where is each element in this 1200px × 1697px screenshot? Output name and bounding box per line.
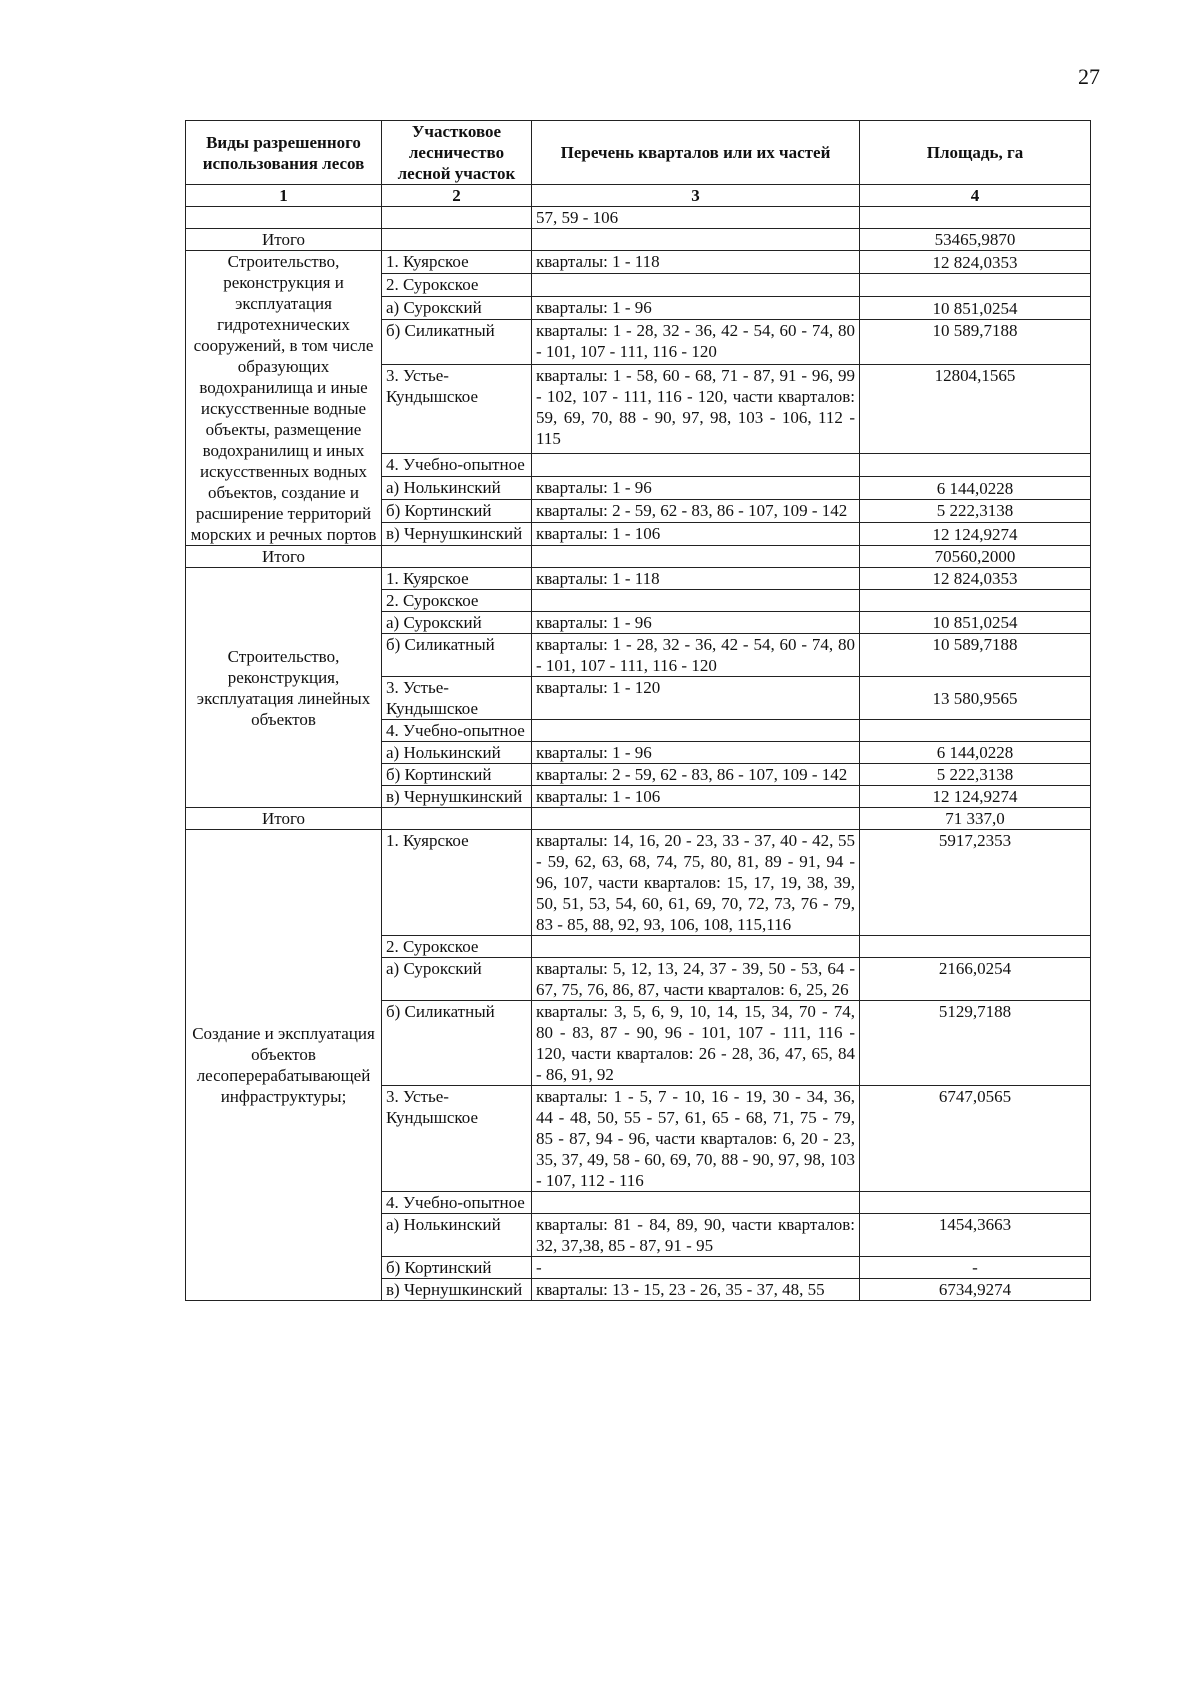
area-cell: 5 222,3138	[860, 499, 1091, 522]
table-row	[186, 568, 1091, 590]
column-number: 2	[382, 185, 532, 207]
quarters-cell: кварталы: 1 - 96	[532, 742, 860, 764]
area-cell: 5129,7188	[860, 1001, 1091, 1086]
header-area: Площадь, га	[860, 121, 1091, 185]
column-number: 1	[186, 185, 382, 207]
quarters-cell: -	[532, 1257, 860, 1279]
forestry-cell: а) Сурокский	[382, 612, 532, 634]
area-cell: -	[860, 1257, 1091, 1279]
quarters-cell: кварталы: 1 - 58, 60 - 68, 71 - 87, 91 - 96, 99 - 102, 107 - 111, 116 - 120, части кварталов: 59, 69, 70, 88 - 90, 97, 98, 103 - 106, 112 - 115	[532, 364, 860, 453]
forestry-cell: 4. Учебно-опытное	[382, 1192, 532, 1214]
total-label: Итого	[186, 808, 382, 830]
column-number-row	[186, 185, 1091, 207]
area-cell	[860, 453, 1091, 476]
area-cell: 13 580,9565	[860, 677, 1091, 720]
total-row	[186, 546, 1091, 568]
quarters-cell: кварталы: 1 - 28, 32 - 36, 42 - 54, 60 - 74, 80 - 101, 107 - 111, 116 - 120	[532, 634, 860, 677]
area-cell: 12 824,0353	[860, 568, 1091, 590]
total-label: Итого	[186, 229, 382, 251]
quarters-cell: кварталы: 1 - 120	[532, 677, 860, 720]
forestry-cell: б) Силикатный	[382, 320, 532, 365]
area-cell: 12 824,0353	[860, 251, 1091, 274]
area-cell: 1454,3663	[860, 1214, 1091, 1257]
forestry-cell: б) Силикатный	[382, 634, 532, 677]
quarters-cell: кварталы: 1 - 96	[532, 297, 860, 320]
quarters-cell	[532, 590, 860, 612]
quarters-cell: кварталы: 1 - 28, 32 - 36, 42 - 54, 60 - 74, 80 - 101, 107 - 111, 116 - 120	[532, 320, 860, 365]
header-row	[186, 121, 1091, 185]
area-cell: 5917,2353	[860, 830, 1091, 936]
quarters-cell: кварталы: 1 - 106	[532, 786, 860, 808]
table-row	[186, 830, 1091, 936]
permitted-use-table	[185, 120, 1091, 1301]
forestry-cell: б) Кортинский	[382, 1257, 532, 1279]
header-use-type: Виды разрешенного использования лесов	[186, 121, 382, 185]
quarters-cell: 57, 59 - 106	[532, 207, 860, 229]
quarters-cell	[532, 936, 860, 958]
area-cell: 6 144,0228	[860, 476, 1091, 499]
forestry-cell: 2. Сурокское	[382, 274, 532, 297]
use-type-cell: Строительство, реконструкция, эксплуатация линейных объектов	[186, 568, 382, 808]
forestry-cell: а) Нолькинский	[382, 1214, 532, 1257]
quarters-cell: кварталы: 81 - 84, 89, 90, части кварталов: 32, 37,38, 85 - 87, 91 - 95	[532, 1214, 860, 1257]
column-number: 3	[532, 185, 860, 207]
forestry-cell: 2. Сурокское	[382, 936, 532, 958]
forestry-cell: в) Чернушкинский	[382, 1279, 532, 1301]
use-type-cell: Создание и эксплуатация объектов лесоперерабатывающей инфраструктуры;	[186, 830, 382, 1301]
quarters-cell	[532, 453, 860, 476]
area-cell: 12 124,9274	[860, 522, 1091, 545]
quarters-cell: кварталы: 13 - 15, 23 - 26, 35 - 37, 48, 55	[532, 1279, 860, 1301]
area-cell: 10 851,0254	[860, 612, 1091, 634]
forestry-cell: 4. Учебно-опытное	[382, 453, 532, 476]
forestry-cell: 1. Куярское	[382, 251, 532, 274]
header-forestry: Участковое лесничество лесной участок	[382, 121, 532, 185]
quarters-cell: кварталы: 5, 12, 13, 24, 37 - 39, 50 - 53, 64 - 67, 75, 76, 86, 87, части кварталов: 6, 25, 26	[532, 958, 860, 1001]
forestry-cell: 3. Устье-Кундышское	[382, 364, 532, 453]
forestry-cell: а) Нолькинский	[382, 476, 532, 499]
forestry-cell: а) Нолькинский	[382, 742, 532, 764]
forestry-cell: 1. Куярское	[382, 568, 532, 590]
area-cell: 10 589,7188	[860, 320, 1091, 365]
forestry-cell: 4. Учебно-опытное	[382, 720, 532, 742]
column-number: 4	[860, 185, 1091, 207]
table-row	[186, 207, 1091, 229]
total-row	[186, 229, 1091, 251]
forestry-cell: а) Сурокский	[382, 297, 532, 320]
forestry-cell: 1. Куярское	[382, 830, 532, 936]
quarters-cell	[532, 720, 860, 742]
total-label: Итого	[186, 546, 382, 568]
quarters-cell: кварталы: 1 - 106	[532, 522, 860, 545]
quarters-cell: кварталы: 1 - 96	[532, 612, 860, 634]
area-cell: 6747,0565	[860, 1086, 1091, 1192]
forestry-cell: 2. Сурокское	[382, 590, 532, 612]
area-cell: 10 851,0254	[860, 297, 1091, 320]
area-cell	[860, 274, 1091, 297]
area-cell: 6 144,0228	[860, 742, 1091, 764]
table-row	[186, 251, 1091, 274]
forestry-cell: б) Кортинский	[382, 499, 532, 522]
quarters-cell: кварталы: 3, 5, 6, 9, 10, 14, 15, 34, 70 - 74, 80 - 83, 87 - 90, 96 - 101, 107 - 111, 116 - 120, части кварталов: 26 - 28, 36, 47, 65, 84 - 86, 91, 92	[532, 1001, 860, 1086]
area-cell	[860, 1192, 1091, 1214]
page-number: 27	[1078, 64, 1100, 89]
area-cell: 12804,1565	[860, 364, 1091, 453]
forestry-cell: в) Чернушкинский	[382, 522, 532, 545]
forestry-cell: а) Сурокский	[382, 958, 532, 1001]
forestry-cell: 3. Устье-Кундышское	[382, 1086, 532, 1192]
quarters-cell: кварталы: 1 - 5, 7 - 10, 16 - 19, 30 - 34, 36, 44 - 48, 50, 55 - 57, 61, 65 - 68, 71, 75 - 79, 85 - 87, 94 - 96, части кварталов: 6, 20 - 23, 35, 37, 49, 58 - 60, 69, 70, 88 - 90, 97, 98, 103 - 107, 112 - 116	[532, 1086, 860, 1192]
quarters-cell	[532, 1192, 860, 1214]
total-area: 53465,9870	[860, 229, 1091, 251]
quarters-cell: кварталы: 1 - 118	[532, 568, 860, 590]
quarters-cell: кварталы: 2 - 59, 62 - 83, 86 - 107, 109 - 142	[532, 764, 860, 786]
area-cell	[860, 936, 1091, 958]
forestry-cell: 3. Устье-Кундышское	[382, 677, 532, 720]
quarters-cell: кварталы: 1 - 118	[532, 251, 860, 274]
area-cell: 12 124,9274	[860, 786, 1091, 808]
area-cell: 10 589,7188	[860, 634, 1091, 677]
area-cell: 2166,0254	[860, 958, 1091, 1001]
quarters-cell: кварталы: 14, 16, 20 - 23, 33 - 37, 40 - 42, 55 - 59, 62, 63, 68, 74, 75, 80, 81, 89 - 91, 94 - 96, 107, части кварталов: 15, 17, 19, 38, 39, 50, 51, 53, 54, 60, 61, 69, 70, 72, 73, 76 - 79, 83 - 85, 88, 92, 93, 106, 108, 115,116	[532, 830, 860, 936]
area-cell: 6734,9274	[860, 1279, 1091, 1301]
forestry-cell: в) Чернушкинский	[382, 786, 532, 808]
area-cell	[860, 720, 1091, 742]
forestry-cell: б) Кортинский	[382, 764, 532, 786]
area-cell: 5 222,3138	[860, 764, 1091, 786]
header-quarters: Перечень кварталов или их частей	[532, 121, 860, 185]
forestry-cell: б) Силикатный	[382, 1001, 532, 1086]
quarters-cell: кварталы: 2 - 59, 62 - 83, 86 - 107, 109 - 142	[532, 499, 860, 522]
quarters-cell	[532, 274, 860, 297]
total-area: 70560,2000	[860, 546, 1091, 568]
use-type-cell: Строительство, реконструкция и эксплуатация гидротехнических сооружений, в том числе образующих водохранилища и иные искусственные водные объекты, размещение водохранилищ и иных искусственных водных объектов, создание и расширение территорий морских и речных портов	[186, 251, 382, 546]
total-area: 71 337,0	[860, 808, 1091, 830]
area-cell	[860, 590, 1091, 612]
total-row	[186, 808, 1091, 830]
quarters-cell: кварталы: 1 - 96	[532, 476, 860, 499]
